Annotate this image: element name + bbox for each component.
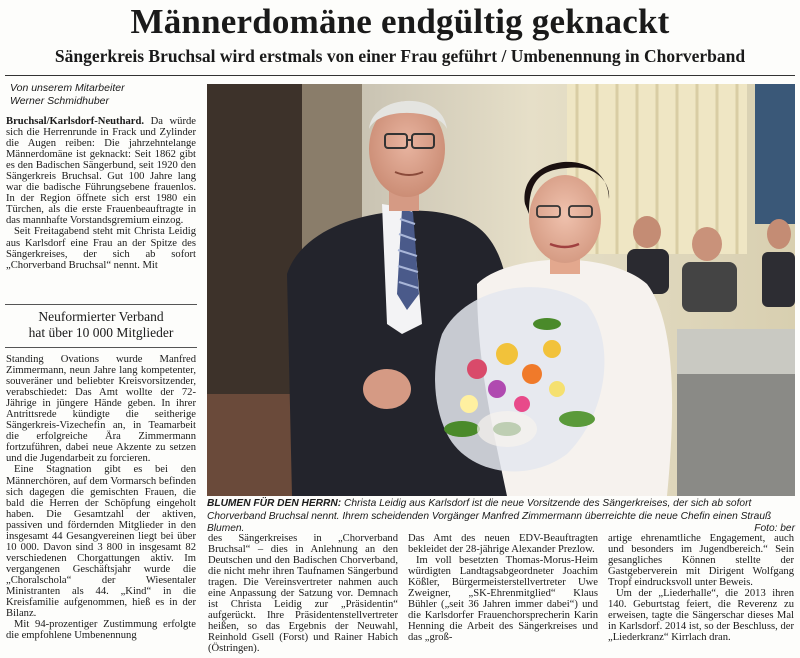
column1-intro bbox=[6, 116, 196, 271]
column1-body bbox=[6, 354, 196, 641]
body-paragraph-1: Standing Ovations wurde Manfred Zimmermann, neun Jahre lang kompetenter, souveräner und beliebter Kreisvorsitzender, verabschiedet: Das Amt wollte der 72-Jährige in jüngere Hände geben. In ihrer Antrittsrede kündigte die seitherige Sängerkreis-Vizechefin an, in Teamarbeit die erfolgreiche Ära Zimmermann fortzuführen, dabei neue Akzente zu setzen und die Jugendarbeit zu forcieren. bbox=[6, 354, 196, 465]
header-rule bbox=[5, 75, 795, 76]
dateline: Bruchsal/Karlsdorf-Neuthard. bbox=[6, 116, 145, 127]
caption-lead: BLUMEN FÜR DEN HERRN: bbox=[207, 498, 342, 509]
column4-paragraph-1: artige ehrenamtliche Engagement, auch und besonders im Jugendbereich.“ Sein gesangliches Können stellte der Gastgeberverein mit Dirigent Wolfgang Tropf eindrucksvoll unter Beweis. bbox=[608, 533, 794, 589]
column2 bbox=[208, 533, 398, 655]
section-title-line1: Neuformierter Verband bbox=[38, 309, 164, 324]
column2-paragraph-1: des Sängerkreises in „Chorverband Bruchsal“ – dies in Anlehnung an den Deutschen und den Badischen Chorverband, die nicht mehr ihren Taufnamen Sängerbund tragen. Die Vereinsvertreter nahmen auch eine Anpassung der Satzung vor. Demnach ist Christa Leidig zur „Präsidentin“ aufgerückt. Ihre Präsidentenstellvertreter heißen, so das Ergebnis der Neuwahl, Reinhold Gsell (Forst) und Rainer Habich (Östringen). bbox=[208, 533, 398, 655]
subheadline: Sängerkreis Bruchsal wird erstmals von einer Frau geführt / Umbenennung in Chorverband bbox=[54, 46, 746, 66]
intro-text-1: Da würde sich die Herrenrunde in Frack und Zylinder die Augen reiben: Die jahrzehntelange Männerdomäne ist geknackt: Seit 1862 gibt es den Badischen Sängerbund, seit 1920 den Sängerkreis Bruchsal. Gut 100 Jahre lang war die badische Führungsebene frauenlos. In der Region öffnete sich erst 1980 ein Türchen, als die erste Frauenbeauftragte in das mannhafte Vorstandsgremium einzog. bbox=[6, 116, 196, 227]
news-photo bbox=[207, 84, 795, 496]
body-paragraph-2: Eine Stagnation gibt es bei den Männerchören, auf dem Vormarsch befinden sich dagegen die gemischten Frauen, die bald die Herren der Schöpfung eingeholt haben. Die Gesamtzahl der aktiven, passiven und fördernden Mitglieder in den insgesamt 44 Gesangvereinen liegt bei über 10 000. Davon sind 3 800 in insgesamt 82 verschiedenen Chorgattungen aktiv. Im vergangenen Geschäftsjahr wurde die „Choralschola“ der Wiesentaler Ministranten als 44. „Kind“ in die Kreisfamilie aufgenommen, hieß es in der Bilanz. bbox=[6, 464, 196, 620]
photo-illustration bbox=[207, 84, 795, 496]
section-title-line2: hat über 10 000 Mitglieder bbox=[28, 325, 174, 340]
caption-text: Christa Leidig aus Karlsdorf ist die neue Vorsitzende des Sängerkreises, der sich ab sofort Chorverband Bruchsal nennt. Ihrem scheidenden Vorgänger Manfred Zimmermann überreichte die neue Chefin einen Strauß Blumen. bbox=[207, 498, 772, 534]
column4 bbox=[608, 533, 794, 643]
photo-caption bbox=[207, 498, 795, 536]
photo-credit: Foto: ber bbox=[754, 523, 795, 534]
byline bbox=[10, 82, 200, 108]
column3-paragraph-1: Das Amt des neuen EDV-Beauftragten bekleidet der 28-jährige Alexander Prezlow. bbox=[408, 533, 598, 556]
column3 bbox=[408, 533, 598, 643]
column3-paragraph-2: Im voll besetzten Thomas-Morus-Heim würdigten Landtagsabgeordneter Joachim Kößler, Bürgermeisterstellvertreter Uwe Zweigner, „SK-Ehrenmitglied“ Klaus Bühler („seit 36 Jahren immer dabei“) und die Karlsdorfer Frauenchorsprecherin Karin Henning die Arbeit des Sängerkreises und das „groß- bbox=[408, 555, 598, 644]
section-title bbox=[5, 304, 197, 348]
byline-author: Werner Schmidhuber bbox=[10, 95, 110, 107]
intro-paragraph-2: Seit Freitagabend steht mit Christa Leidig aus Karlsdorf eine Frau an der Spitze des Sängerkreises, der sich ab sofort „Chorverband Bruchsal“ nennt. Mit bbox=[6, 226, 196, 271]
column4-paragraph-2: Um der „Liederhalle“, die 2013 ihren 140. Geburtstag feiert, die Reverenz zu erweisen, tagte die Sängerschar dieses Mal in Karlsdorf. 2014 ist, so der Beschluss, der „Liederkranz“ Kirrlach dran. bbox=[608, 588, 794, 644]
byline-line1: Von unserem Mitarbeiter bbox=[10, 82, 125, 94]
intro-paragraph-1 bbox=[6, 116, 196, 226]
headline: Männerdomäne endgültig geknackt bbox=[130, 2, 670, 41]
body-paragraph-3: Mit 94-prozentiger Zustimmung erfolgte die empfohlene Umbenennung bbox=[6, 619, 196, 642]
